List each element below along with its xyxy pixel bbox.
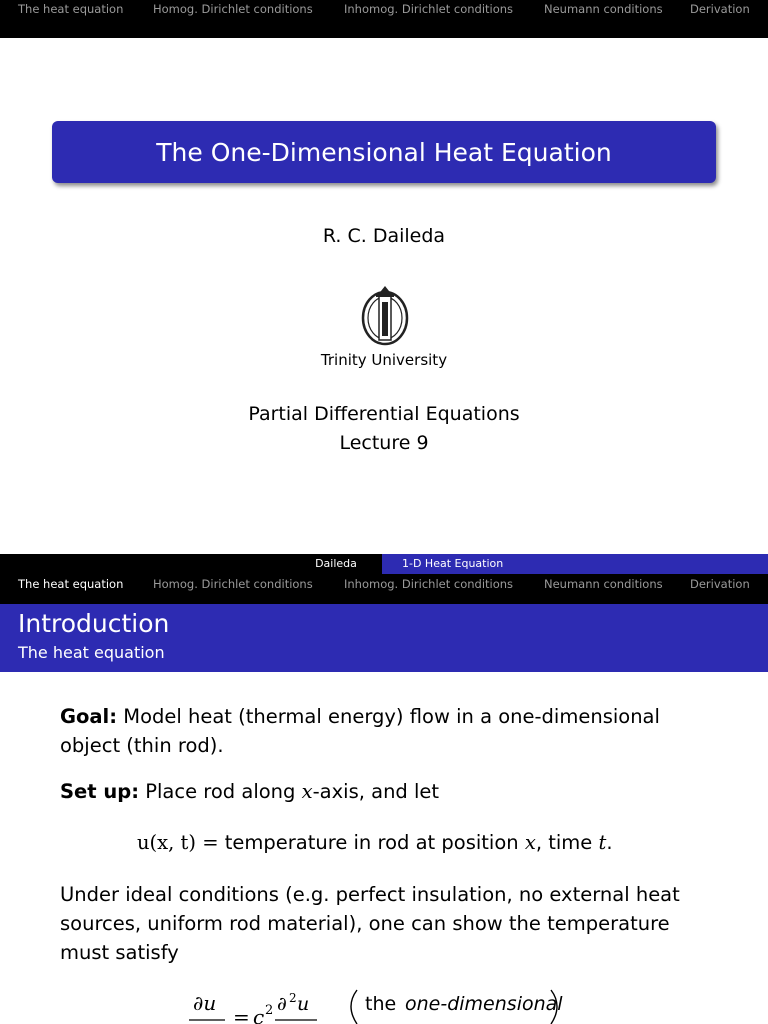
nav-item-neumann[interactable]: Neumann conditions xyxy=(544,577,663,591)
presentation-title: The One-Dimensional Heat Equation xyxy=(156,137,612,167)
nav-item-inhomog-dirichlet[interactable]: Inhomog. Dirichlet conditions xyxy=(344,2,514,16)
title-box xyxy=(52,121,716,183)
setup-text-after: -axis, and let xyxy=(312,780,440,803)
def-var-x: x xyxy=(524,831,536,854)
heat-equation-formula xyxy=(185,984,565,1024)
nav-item-homog-dirichlet[interactable]: Homog. Dirichlet conditions xyxy=(153,577,313,591)
svg-text:=: = xyxy=(233,1005,250,1024)
svg-text:∂: ∂ xyxy=(277,993,287,1015)
setup-label: Set up: xyxy=(60,780,140,803)
nav-item-derivation[interactable]: Derivation xyxy=(690,577,750,591)
goal-text: Model heat (thermal energy) flow in a one-dimensional object (thin rod). xyxy=(60,705,660,757)
course-name: Partial Differential Equations xyxy=(248,403,520,425)
nav-item-neumann[interactable]: Neumann conditions xyxy=(544,2,663,16)
setup-text-before: Place rod along xyxy=(145,780,296,803)
svg-text:2: 2 xyxy=(289,991,297,1005)
svg-text:2: 2 xyxy=(265,1003,274,1018)
def-var-t: t xyxy=(598,831,607,854)
nav-item-heat-equation[interactable]: The heat equation xyxy=(18,2,124,16)
def-lhs: u(x, t) = xyxy=(137,831,219,854)
def-rhs-1: temperature in rod at position xyxy=(224,831,519,854)
svg-text:c: c xyxy=(253,1005,265,1024)
navigation-bar-slide-2 xyxy=(0,574,768,604)
conditions-paragraph: Under ideal conditions (e.g. perfect insulation, no external heat sources, uniform rod material), one can show the temperature must satisfy xyxy=(60,883,680,964)
setup-paragraph xyxy=(60,777,700,806)
svg-text:u: u xyxy=(297,993,310,1015)
footer-short-title: 1-D Heat Equation xyxy=(382,554,768,574)
navigation-bar-top xyxy=(0,0,768,38)
goal-label: Goal: xyxy=(60,705,118,728)
lecture-number: Lecture 9 xyxy=(339,432,429,454)
temperature-definition: u(x, t) = temperature in rod at position x, time t. xyxy=(137,831,613,854)
nav-item-inhomog-dirichlet[interactable]: Inhomog. Dirichlet conditions xyxy=(344,577,514,591)
svg-text:∂u: ∂u xyxy=(193,991,217,1015)
nav-item-derivation[interactable]: Derivation xyxy=(690,2,750,16)
nav-item-homog-dirichlet[interactable]: Homog. Dirichlet conditions xyxy=(153,2,313,16)
footer-author: Daileda xyxy=(290,554,382,574)
pde-note-the: the xyxy=(365,993,397,1015)
frame-header xyxy=(0,604,768,672)
frame-subtitle: The heat equation xyxy=(18,643,165,662)
pde-note-one-dimensional: one-dimensional xyxy=(405,993,563,1015)
author-name: R. C. Daileda xyxy=(322,225,446,247)
nav-item-heat-equation-active[interactable]: The heat equation xyxy=(18,577,124,591)
footer-bar xyxy=(0,554,768,574)
goal-paragraph xyxy=(60,702,700,760)
setup-var-x: x xyxy=(301,780,313,803)
institution: Trinity University xyxy=(320,351,448,369)
frame-title: Introduction xyxy=(18,609,170,638)
def-rhs-2: , time xyxy=(535,831,593,854)
trinity-logo-icon xyxy=(359,282,411,346)
